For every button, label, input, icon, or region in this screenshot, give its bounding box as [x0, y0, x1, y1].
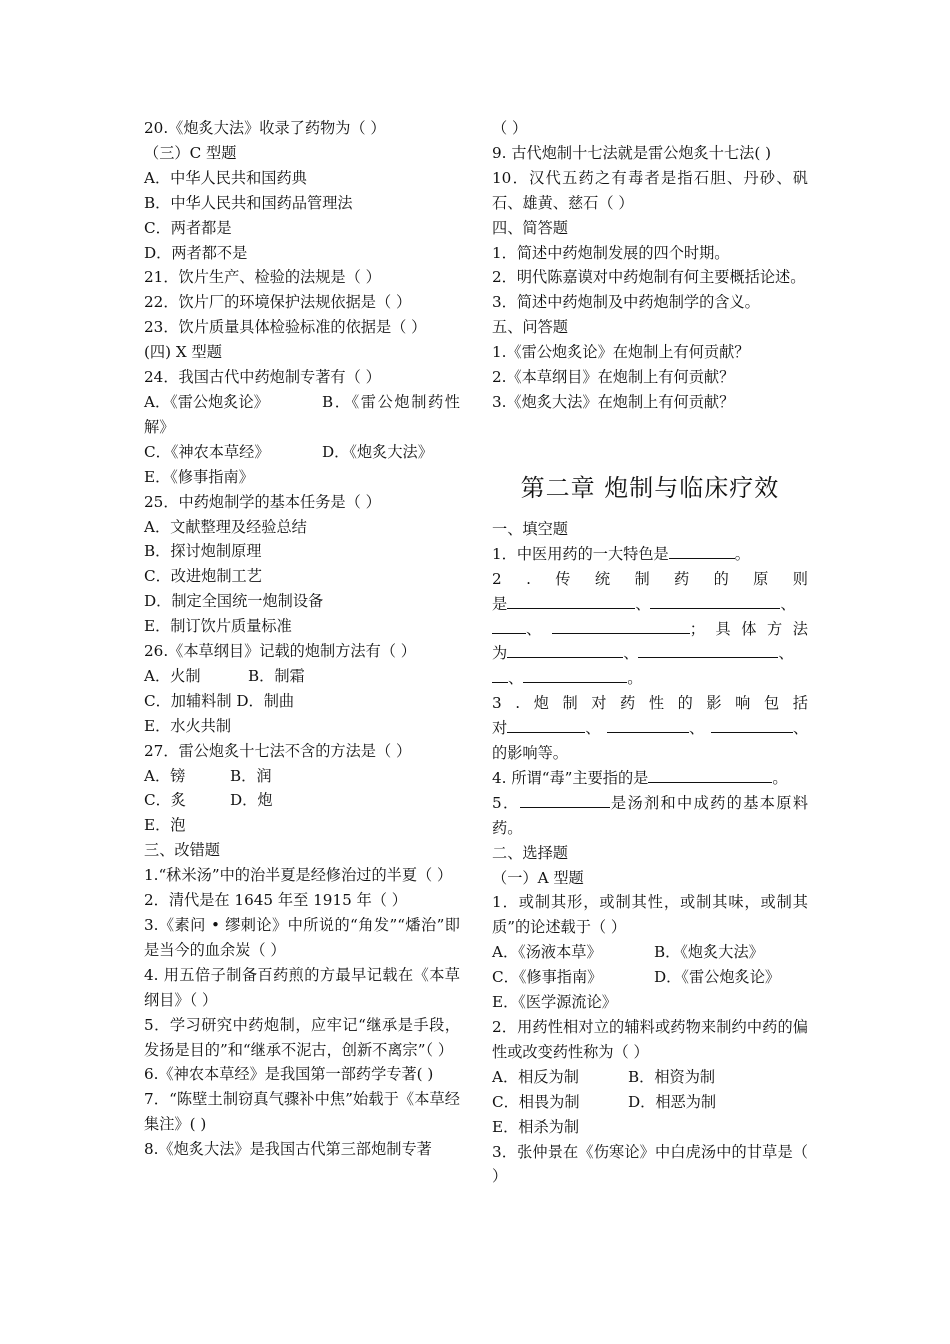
correction-10: 10．汉代五药之有毒者是指石胆、丹砂、矾石、雄黄、慈石（ ）: [492, 168, 808, 212]
option-e: E．《修事指南》: [144, 467, 254, 486]
correction-2: 2．清代是在 1645 年至 1915 年（ ）: [144, 891, 407, 910]
option-b: B．制霜: [248, 666, 305, 685]
fill-3-line-2: 对 、 、 、: [492, 719, 808, 738]
answer-blank[interactable]: [523, 667, 627, 683]
option-a: A．火制: [144, 666, 201, 685]
fill-2-line-2: 是 、 、: [492, 594, 796, 613]
question-26-options-ab: [144, 664, 460, 689]
option-a: A．中华人民共和国药典: [144, 168, 307, 187]
choice-1: 1．或制其形，或制其性，或制其味，或制其质”的论述载于（ ）: [492, 893, 808, 937]
option-b: B．《雷公炮制药性解》: [144, 392, 460, 436]
choice-2-options-cd: [492, 1090, 808, 1115]
option-d: D．两者都不是: [144, 243, 248, 262]
answer-blank[interactable]: [507, 593, 635, 609]
question-20: 20.《炮炙大法》收录了药物为（ ）: [144, 119, 386, 137]
answer-blank[interactable]: [520, 792, 610, 808]
question-27: 27．雷公炮炙十七法不含的方法是（ ）: [144, 741, 412, 760]
short-answer-2: 2．明代陈嘉谟对中药炮制有何主要概括论述。: [492, 268, 806, 287]
answer-blank[interactable]: [607, 717, 689, 733]
fill-2-line-1: 2 . 传 统 制 药 的 原 则: [492, 569, 808, 588]
correction-4: 4. 用五倍子制备百药煎的方最早记载在《本草纲目》（ ）: [144, 965, 460, 1009]
question-22: 22．饮片厂的环境保护法规依据是（ ）: [144, 293, 412, 312]
section-x-type: (四) X 型题: [144, 343, 222, 362]
left-column: [144, 116, 460, 1162]
question-23: 23．饮片质量具体检验标准的依据是（ ）: [144, 318, 427, 337]
choice-2: 2．用药性相对立的辅料或药物来制约中药的偏性或改变药性称为（ ）: [492, 1018, 808, 1061]
section-fill-blank: 一、填空题: [492, 519, 568, 538]
choice-1-options-cd: [492, 965, 808, 990]
option-e: E．制订饮片质量标准: [144, 617, 292, 636]
option-b: B．探讨炮制原理: [144, 542, 262, 561]
fill-5: 5． 是汤剂和中成药的基本原料药。: [492, 793, 809, 837]
option-b: B．《炮炙大法》: [654, 943, 764, 962]
chapter-title: 第二章 炮制与临床疗效: [520, 473, 780, 502]
option-c: C．炙: [144, 791, 186, 810]
fill-3-line-1: 3 . 炮 制 对 药 性 的 影 响 包 括: [492, 694, 808, 713]
answer-blank[interactable]: [492, 618, 526, 634]
choice-1-options-ab: [492, 940, 808, 965]
question-24-options-cd: [144, 440, 460, 465]
option-b: B．相资为制: [628, 1067, 716, 1086]
section-short-answer: 四、简答题: [492, 218, 568, 237]
option-e: E．相杀为制: [492, 1117, 580, 1136]
option-e: E．《医学源流论》: [492, 993, 617, 1012]
option-a: A．相反为制: [492, 1067, 579, 1086]
choice-3: 3．张仲景在《伤寒论》中白虎汤中的甘草是（ ）: [492, 1142, 808, 1186]
essay-1: 1.《雷公炮炙论》在炮制上有何贡献？: [492, 343, 750, 362]
short-answer-1: 1．简述中药炮制发展的四个时期。: [492, 243, 730, 262]
option-d: D．相恶为制: [628, 1092, 717, 1111]
option-e: E．水火共制: [144, 716, 232, 735]
answer-blank[interactable]: [638, 642, 778, 658]
question-27-options-cd: [144, 788, 460, 813]
answer-blank[interactable]: [507, 717, 585, 733]
question-25: 25．中药炮制学的基本任务是（ ）: [144, 492, 381, 511]
option-c: C．相畏为制: [492, 1092, 580, 1111]
correction-8-end: （ ）: [492, 119, 528, 137]
essay-2: 2.《本草纲目》在炮制上有何贡献？: [492, 368, 735, 387]
question-26-options-cd: C．加辅料制 D．制曲: [144, 691, 295, 710]
essay-3: 3.《炮炙大法》在炮制上有何贡献？: [492, 392, 735, 411]
correction-8: 8.《炮炙大法》是我国古代第三部炮制专著: [144, 1140, 432, 1159]
section-c-type: （三）C 型题: [144, 143, 237, 162]
correction-7: 7．“陈壁土制窃真气骤补中焦”始载于《本草经集注》( ): [144, 1090, 460, 1134]
answer-blank[interactable]: [507, 642, 623, 658]
answer-blank[interactable]: [492, 667, 508, 683]
right-column: [492, 116, 808, 1189]
option-a: A．文献整理及经验总结: [144, 517, 307, 536]
option-a: A．《汤液本草》: [492, 943, 602, 962]
option-d: D．炮: [230, 791, 273, 810]
question-26: 26.《本草纲目》记载的炮制方法有（ ）: [144, 642, 416, 661]
option-b: B．中华人民共和国药品管理法: [144, 193, 353, 212]
section-correction: 三、改错题: [144, 841, 220, 860]
correction-9: 9. 古代炮制十七法就是雷公炮炙十七法( ): [492, 143, 771, 162]
option-d: D．制定全国统一炮制设备: [144, 592, 324, 611]
option-e: E．泡: [144, 816, 186, 835]
answer-blank[interactable]: [711, 717, 793, 733]
short-answer-3: 3．简述中药炮制及中药炮制学的含义。: [492, 293, 760, 312]
fill-1: 1．中医用药的一大特色是 。: [492, 544, 750, 563]
fill-3-line-3: 的影响等。: [492, 744, 568, 763]
section-choice: 二、选择题: [492, 843, 568, 862]
option-c: C．改进炮制工艺: [144, 567, 262, 586]
correction-3: 3.《素问 • 缪刺论》中所说的“角发”“燔治”即是当今的血余炭（ ）: [144, 916, 460, 959]
fill-2-line-5: 、 。: [492, 666, 808, 691]
question-24-options-ab: [144, 390, 460, 440]
answer-blank[interactable]: [650, 593, 780, 609]
option-a: A．镑: [144, 766, 186, 785]
fill-2-line-4: 为 、 、: [492, 644, 794, 663]
option-d: D．《雷公炮炙论》: [654, 968, 781, 987]
question-24: 24．我国古代中药炮制专著有（ ）: [144, 368, 381, 387]
fill-4: 4. 所谓“毒”主要指的是 。: [492, 768, 788, 787]
fill-2-line-3: 、 ； 具 体 方 法: [492, 617, 808, 642]
question-21: 21．饮片生产、检验的法规是（ ）: [144, 268, 381, 287]
answer-blank[interactable]: [669, 543, 735, 559]
option-c: C．《修事指南》: [492, 968, 603, 987]
correction-5: 5．学习研究中药炮制，应牢记“继承是手段，发扬是目的”和“继承不泥古，创新不离宗”（ ）: [144, 1015, 460, 1059]
option-b: B．润: [230, 766, 272, 785]
question-27-options-ab: [144, 764, 460, 789]
section-a-type: （一）A 型题: [492, 868, 584, 887]
choice-2-options-ab: [492, 1065, 808, 1090]
section-essay: 五、问答题: [492, 318, 568, 337]
answer-blank[interactable]: [648, 767, 772, 783]
option-c: C．《神农本草经》: [144, 442, 270, 461]
answer-blank[interactable]: [552, 618, 690, 634]
correction-1: 1.“秫米汤”中的治半夏是经修治过的半夏（ ）: [144, 866, 453, 885]
option-c: C．两者都是: [144, 218, 232, 237]
option-a: A．《雷公炮炙论》: [144, 392, 269, 411]
correction-6: 6.《神农本草经》是我国第一部药学专著( ): [144, 1065, 434, 1084]
option-d: D．《炮炙大法》: [322, 442, 433, 461]
